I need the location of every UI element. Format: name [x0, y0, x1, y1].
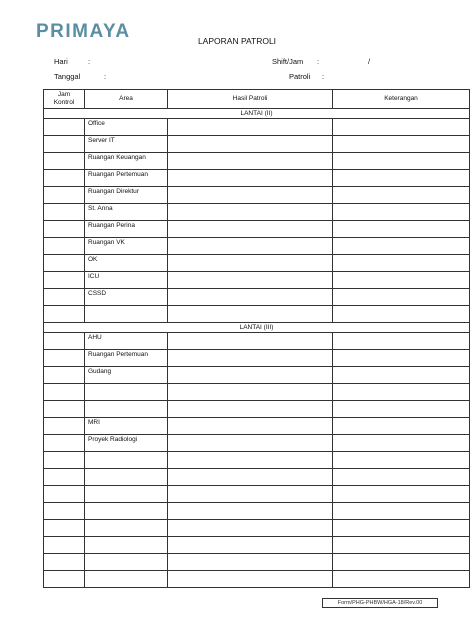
jam-kontrol-cell	[44, 204, 85, 221]
keterangan-cell	[333, 170, 470, 187]
keterangan-cell	[333, 401, 470, 418]
hasil-patroli-cell	[168, 255, 333, 272]
table-row	[44, 401, 470, 418]
area-cell: Ruangan VK	[85, 238, 168, 255]
table-row	[44, 384, 470, 401]
tanggal-label: Tanggal	[54, 72, 81, 81]
area-cell: Ruangan Keuangan	[85, 153, 168, 170]
area-cell: Ruangan Perina	[85, 221, 168, 238]
jam-kontrol-cell	[44, 272, 85, 289]
col-header-jam-kontrol: Jam Kontrol	[44, 90, 85, 109]
area-cell: Ruangan Pertemuan	[85, 170, 168, 187]
patroli-label: Patroli	[289, 72, 311, 81]
keterangan-cell	[333, 153, 470, 170]
keterangan-cell	[333, 486, 470, 503]
table-row	[44, 520, 470, 537]
jam-kontrol-cell	[44, 136, 85, 153]
jam-kontrol-cell	[44, 537, 85, 554]
table-row	[44, 255, 470, 272]
hasil-patroli-cell	[168, 333, 333, 350]
keterangan-cell	[333, 221, 470, 238]
area-cell: ICU	[85, 272, 168, 289]
hasil-patroli-cell	[168, 435, 333, 452]
patroli-colon: :	[322, 72, 325, 81]
table-row	[44, 486, 470, 503]
jam-kontrol-cell	[44, 418, 85, 435]
area-cell: Office	[85, 119, 168, 136]
keterangan-cell	[333, 520, 470, 537]
col-header-area: Area	[85, 90, 168, 109]
keterangan-cell	[333, 238, 470, 255]
keterangan-cell	[333, 333, 470, 350]
hasil-patroli-cell	[168, 350, 333, 367]
table-row	[44, 452, 470, 469]
hasil-patroli-cell	[168, 136, 333, 153]
keterangan-cell	[333, 537, 470, 554]
table-row	[44, 554, 470, 571]
table-row	[44, 333, 470, 350]
section-label: LANTAI (II)	[44, 109, 470, 119]
keterangan-cell	[333, 571, 470, 588]
logo-text: PRIMAYA	[36, 22, 131, 42]
table-row	[44, 571, 470, 588]
table-header-row	[44, 90, 470, 109]
table-row	[44, 272, 470, 289]
hasil-patroli-cell	[168, 187, 333, 204]
area-cell	[85, 469, 168, 486]
table-row	[44, 187, 470, 204]
jam-kontrol-cell	[44, 452, 85, 469]
jam-kontrol-cell	[44, 367, 85, 384]
keterangan-cell	[333, 469, 470, 486]
table-row	[44, 367, 470, 384]
col-header-keterangan: Keterangan	[333, 90, 470, 109]
keterangan-cell	[333, 435, 470, 452]
jam-kontrol-cell	[44, 571, 85, 588]
area-cell: Ruangan Direktur	[85, 187, 168, 204]
area-cell	[85, 503, 168, 520]
keterangan-cell	[333, 350, 470, 367]
area-cell	[85, 537, 168, 554]
keterangan-cell	[333, 503, 470, 520]
col-header-hasil-patroli: Hasil Patroli	[168, 90, 333, 109]
hasil-patroli-cell	[168, 469, 333, 486]
hasil-patroli-cell	[168, 204, 333, 221]
jam-kontrol-cell	[44, 435, 85, 452]
table-row	[44, 537, 470, 554]
section-label: LANTAI (III)	[44, 323, 470, 333]
report-title: LAPORAN PATROLI	[197, 36, 277, 46]
keterangan-cell	[333, 289, 470, 306]
table-row	[44, 204, 470, 221]
jam-kontrol-cell	[44, 289, 85, 306]
area-cell	[85, 452, 168, 469]
hasil-patroli-cell	[168, 571, 333, 588]
table-row	[44, 153, 470, 170]
jam-kontrol-cell	[44, 306, 85, 323]
area-cell	[85, 520, 168, 537]
keterangan-cell	[333, 272, 470, 289]
area-cell	[85, 401, 168, 418]
area-cell	[85, 486, 168, 503]
area-cell: CSSD	[85, 289, 168, 306]
hasil-patroli-cell	[168, 238, 333, 255]
area-cell: St. Anna	[85, 204, 168, 221]
keterangan-cell	[333, 452, 470, 469]
table-row	[44, 221, 470, 238]
hasil-patroli-cell	[168, 418, 333, 435]
area-cell: Server IT	[85, 136, 168, 153]
hasil-patroli-cell	[168, 520, 333, 537]
area-cell: OK	[85, 255, 168, 272]
keterangan-cell	[333, 187, 470, 204]
hasil-patroli-cell	[168, 119, 333, 136]
area-cell: AHU	[85, 333, 168, 350]
hasil-patroli-cell	[168, 153, 333, 170]
hari-colon: :	[88, 57, 91, 66]
form-code: Form/PHG-PHBW/HGA-18/Rev.00	[322, 598, 438, 608]
table-row	[44, 136, 470, 153]
table-row	[44, 119, 470, 136]
jam-kontrol-cell	[44, 187, 85, 204]
jam-kontrol-cell	[44, 384, 85, 401]
area-cell	[85, 571, 168, 588]
hasil-patroli-cell	[168, 367, 333, 384]
table-row	[44, 170, 470, 187]
keterangan-cell	[333, 418, 470, 435]
jam-kontrol-cell	[44, 503, 85, 520]
tanggal-colon: :	[104, 72, 107, 81]
jam-kontrol-cell	[44, 119, 85, 136]
shift-colon: :	[317, 57, 320, 66]
keterangan-cell	[333, 384, 470, 401]
keterangan-cell	[333, 204, 470, 221]
hasil-patroli-cell	[168, 486, 333, 503]
area-cell	[85, 384, 168, 401]
keterangan-cell	[333, 255, 470, 272]
jam-kontrol-cell	[44, 153, 85, 170]
hasil-patroli-cell	[168, 401, 333, 418]
jam-kontrol-cell	[44, 469, 85, 486]
hasil-patroli-cell	[168, 452, 333, 469]
area-cell: Proyek Radiologi	[85, 435, 168, 452]
keterangan-cell	[333, 554, 470, 571]
patrol-table	[43, 89, 470, 588]
jam-kontrol-cell	[44, 401, 85, 418]
section-row	[44, 109, 470, 119]
hasil-patroli-cell	[168, 503, 333, 520]
keterangan-cell	[333, 306, 470, 323]
table-row	[44, 350, 470, 367]
jam-kontrol-cell	[44, 238, 85, 255]
hasil-patroli-cell	[168, 306, 333, 323]
jam-kontrol-cell	[44, 333, 85, 350]
table-row	[44, 289, 470, 306]
area-cell: MRI	[85, 418, 168, 435]
area-cell: Gudang	[85, 367, 168, 384]
jam-kontrol-cell	[44, 486, 85, 503]
hasil-patroli-cell	[168, 554, 333, 571]
jam-kontrol-cell	[44, 554, 85, 571]
jam-kontrol-cell	[44, 255, 85, 272]
section-row	[44, 323, 470, 333]
jam-kontrol-cell	[44, 350, 85, 367]
shift-label: Shift/Jam	[272, 57, 304, 66]
table-row	[44, 418, 470, 435]
hasil-patroli-cell	[168, 537, 333, 554]
jam-kontrol-cell	[44, 170, 85, 187]
jam-kontrol-cell	[44, 520, 85, 537]
table-row	[44, 503, 470, 520]
table-row	[44, 306, 470, 323]
keterangan-cell	[333, 136, 470, 153]
hasil-patroli-cell	[168, 272, 333, 289]
hasil-patroli-cell	[168, 221, 333, 238]
hari-label: Hari	[54, 57, 68, 66]
shift-separator: /	[368, 57, 371, 66]
keterangan-cell	[333, 119, 470, 136]
area-cell	[85, 554, 168, 571]
table-row	[44, 238, 470, 255]
table-row	[44, 435, 470, 452]
table-body	[44, 109, 470, 588]
keterangan-cell	[333, 367, 470, 384]
hasil-patroli-cell	[168, 170, 333, 187]
hasil-patroli-cell	[168, 384, 333, 401]
table-row	[44, 469, 470, 486]
area-cell: Ruangan Pertemuan	[85, 350, 168, 367]
jam-kontrol-cell	[44, 221, 85, 238]
hasil-patroli-cell	[168, 289, 333, 306]
area-cell	[85, 306, 168, 323]
